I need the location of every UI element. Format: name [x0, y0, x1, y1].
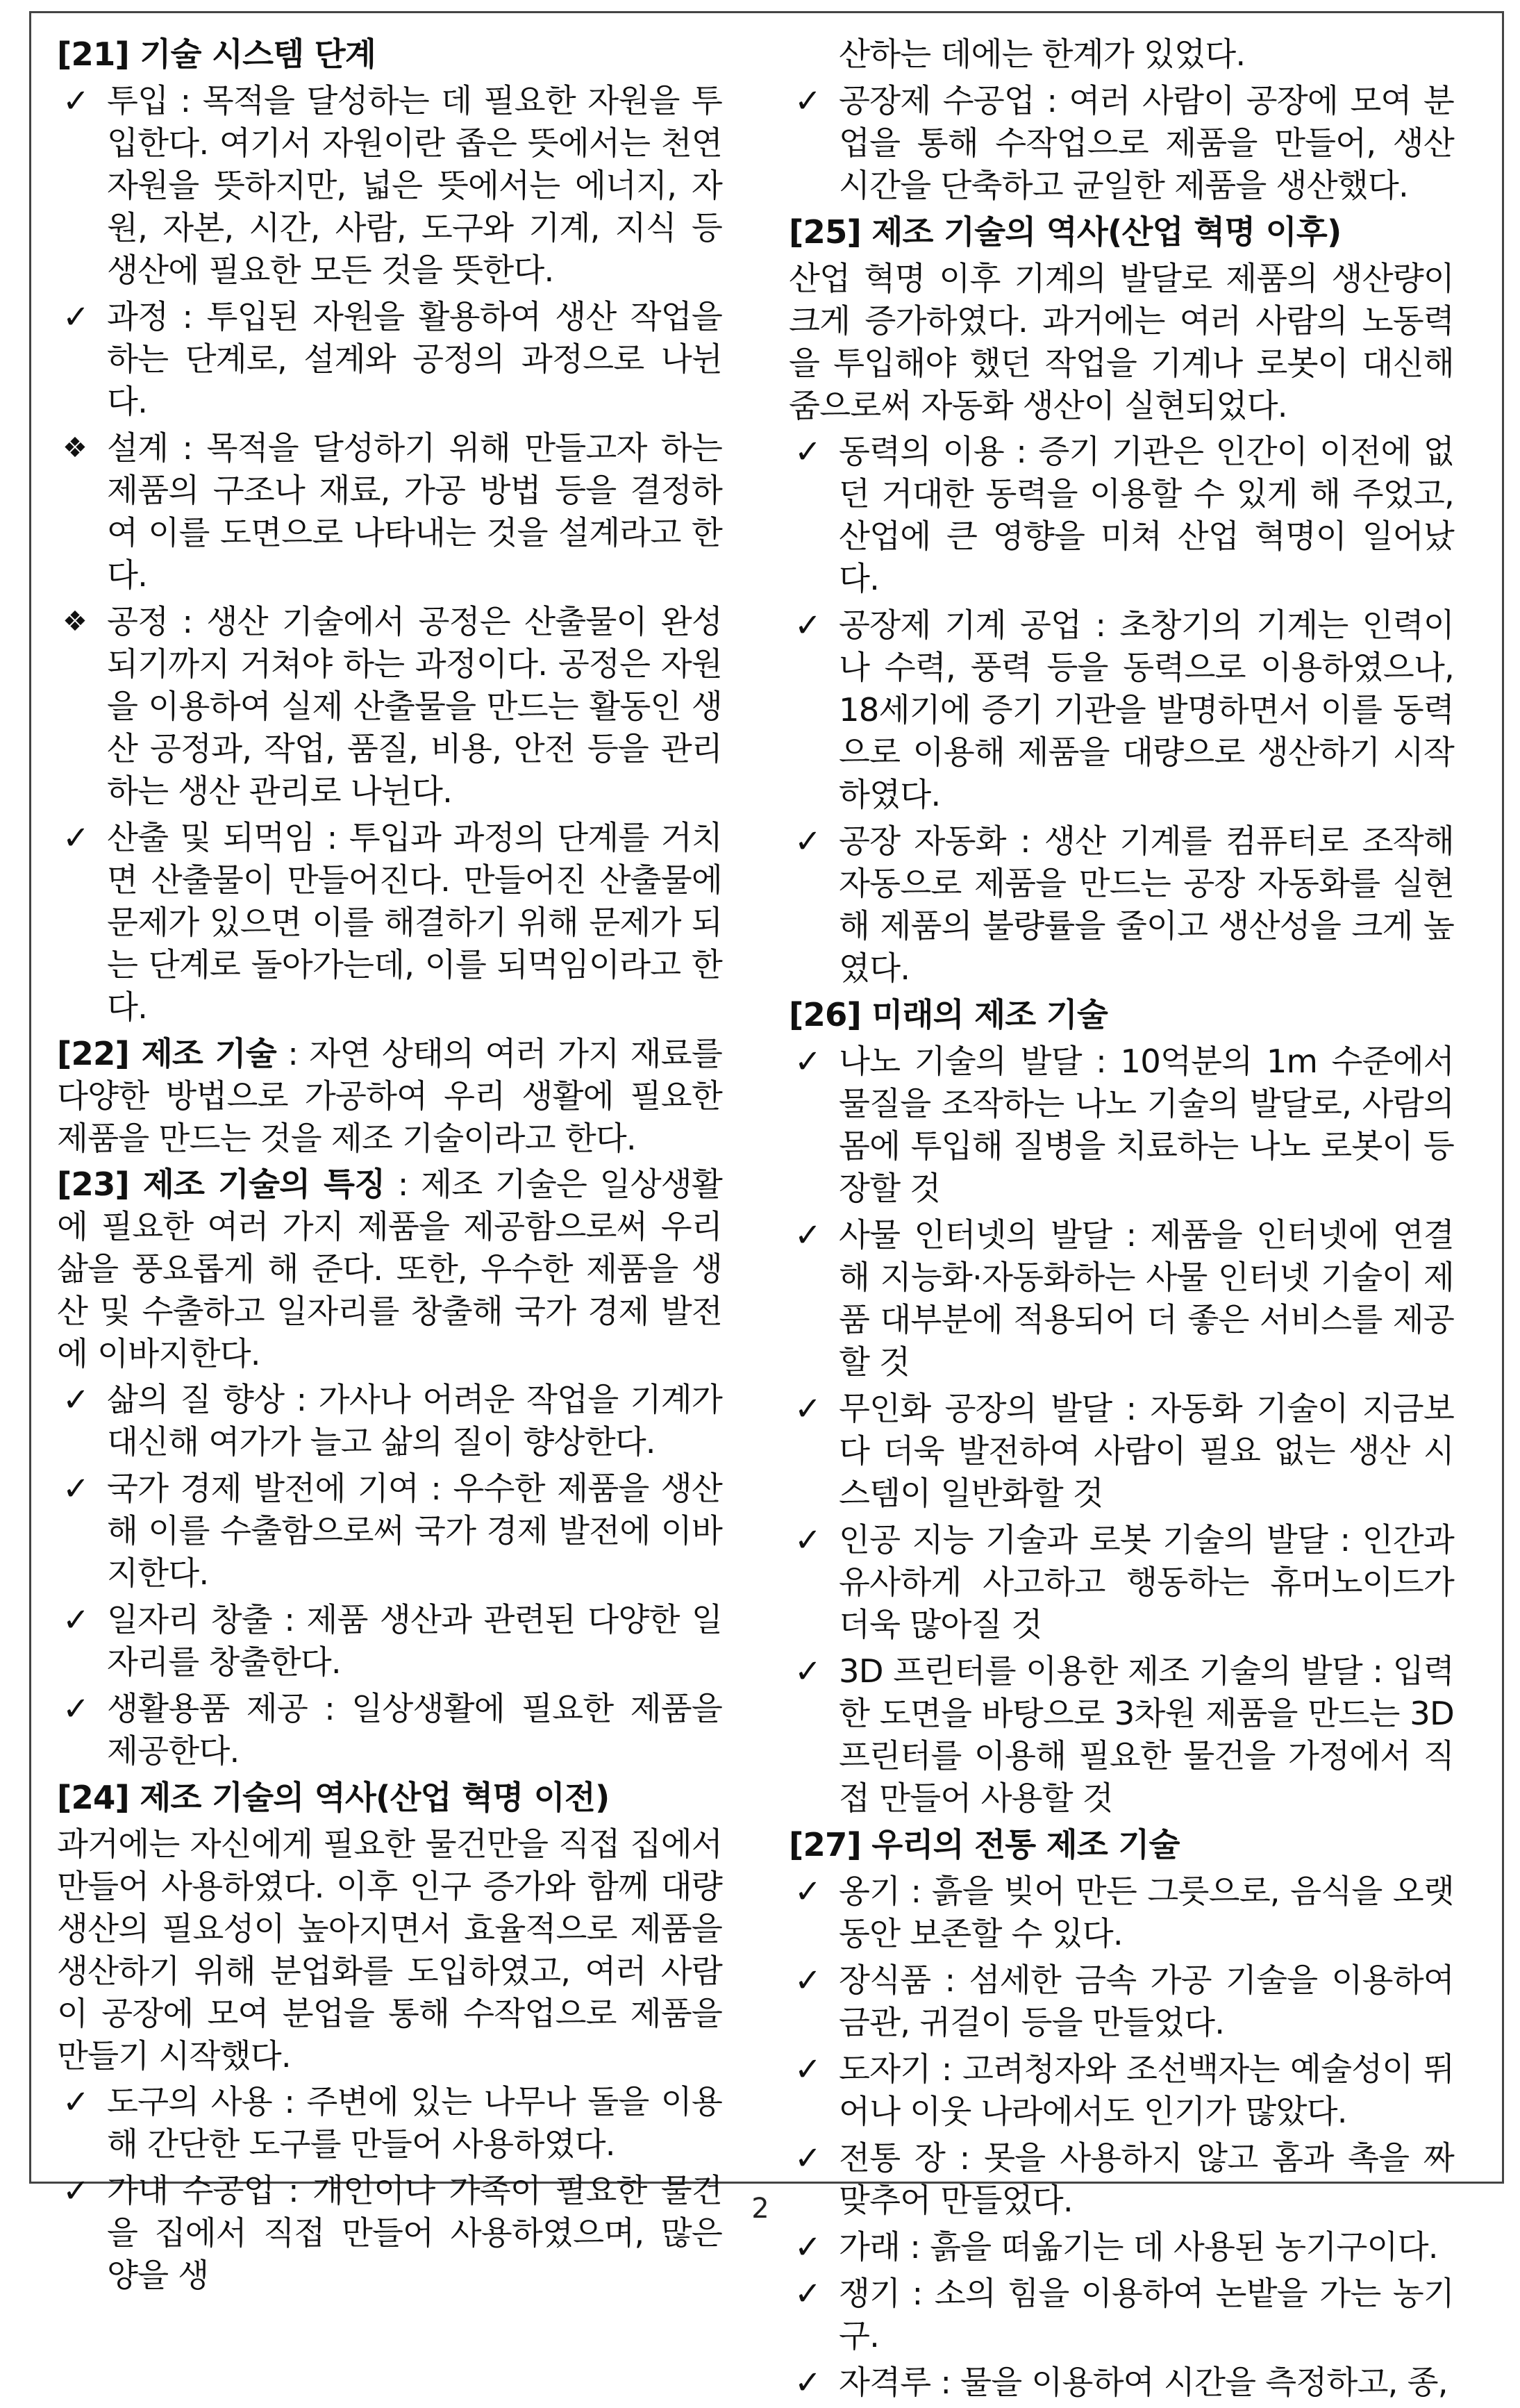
check-icon: ✓	[794, 1873, 821, 1910]
section-27	[789, 1824, 1454, 2404]
paragraph	[57, 1033, 722, 1160]
section-heading: [22] 제조 기술	[57, 1035, 276, 1072]
list-item	[57, 817, 722, 1029]
list-item-continued	[789, 33, 1454, 76]
list-item	[789, 1519, 1454, 1646]
check-icon: ✓	[794, 433, 821, 470]
list-item	[789, 80, 1454, 207]
list-item-text: 삶의 질 향상 : 가사나 어려운 작업을 기계가 대신해 여가가 늘고 삶의 질이 향상한다.	[107, 1381, 722, 1461]
list-item-text: 자격루 : 물을 이용하여 시간을 측정하고, 종,	[839, 2364, 1448, 2401]
diamond-bullet-icon: ❖	[62, 432, 87, 464]
list-item	[57, 296, 722, 423]
list-item-text: 생활용품 제공 : 일상생활에 필요한 제품을 제공한다.	[107, 1690, 722, 1770]
section-24	[57, 1777, 722, 2297]
list-item-text: 설계 : 목적을 달성하기 위해 만들고자 하는 제품의 구조나 재료, 가공 방법 등을 결정하여 이를 도면으로 나타내는 것을 설계라고 한다.	[107, 429, 722, 594]
list-item	[789, 2048, 1454, 2133]
list-item	[789, 1870, 1454, 1955]
list-item-text: 장식품 : 섬세한 금속 가공 기술을 이용하여 금관, 귀걸이 등을 만들었다.	[839, 1961, 1454, 2041]
check-icon: ✓	[794, 82, 821, 119]
check-icon: ✓	[62, 2172, 90, 2209]
list-item-text: 무인화 공장의 발달 : 자동화 기술이 지금보다 더욱 발전하여 사람이 필요 없는 생산 시스템이 일반화할 것	[839, 1390, 1454, 1512]
check-icon: ✓	[62, 82, 90, 119]
right-column	[789, 33, 1454, 2408]
list-item-text: 투입 : 목적을 달성하는 데 필요한 자원을 투입한다. 여기서 자원이란 좁은 뜻에서는 천연자원을 뜻하지만, 넓은 뜻에서는 에너지, 자원, 자본, 시간, 사람, 도구와 기계, 지식 등 생산에 필요한 모든 것을 뜻한다.	[107, 82, 722, 289]
check-icon: ✓	[62, 2083, 90, 2120]
check-icon: ✓	[794, 1652, 821, 1690]
check-icon: ✓	[794, 606, 821, 644]
check-icon: ✓	[794, 1043, 821, 1080]
paragraph-text: : 제조 기술은 일상생활에 필요한 여러 가지 제품을 제공함으로써 우리 삶을 풍요롭게 해 준다. 또한, 우수한 제품을 생산 및 수출하고 일자리를 창출해 국가 경제 발전에 이바지한다.	[57, 1165, 722, 1372]
list-item-text: 과정 : 투입된 자원을 활용하여 생산 작업을 하는 단계로, 설계와 공정의 과정으로 나뉜다.	[107, 298, 722, 420]
section-heading: [25] 제조 기술의 역사(산업 혁명 이후)	[789, 213, 1342, 251]
list-item-text: 공정 : 생산 기술에서 공정은 산출물이 완성되기까지 거쳐야 하는 과정이다. 공정은 자원을 이용하여 실제 산출물을 만드는 활동인 생산 공정과, 작업, 품질, 비용, 안전 등을 관리하는 생산 관리로 나뉜다.	[107, 603, 722, 810]
list-item-text: 쟁기 : 소의 힘을 이용하여 논밭을 가는 농기구.	[839, 2275, 1454, 2355]
list-item-text: 도구의 사용 : 주변에 있는 나무나 돌을 이용해 간단한 도구를 만들어 사용하였다.	[107, 2083, 722, 2163]
list-item-text: 가래 : 흙을 떠옮기는 데 사용된 농기구이다.	[839, 2228, 1438, 2266]
check-icon: ✓	[62, 1601, 90, 1638]
check-icon: ✓	[62, 1381, 90, 1418]
check-icon: ✓	[794, 2364, 821, 2401]
list-item	[789, 2137, 1454, 2222]
list-item-text: 공장제 수공업 : 여러 사람이 공장에 모여 분업을 통해 수작업으로 제품을 만들어, 생산 시간을 단축하고 균일한 제품을 생산했다.	[839, 82, 1454, 204]
list-item	[789, 604, 1454, 816]
list-item	[57, 601, 722, 813]
list-item	[789, 2226, 1454, 2268]
list-item	[57, 2081, 722, 2166]
paragraph-text: 산업 혁명 이후 기계의 발달로 제품의 생산량이 크게 증가하였다. 과거에는 여러 사람의 노동력을 투입해야 했던 작업을 기계나 로봇이 대신해 줌으로써 자동화 생산이 실현되었다.	[789, 260, 1454, 424]
section-21	[57, 33, 722, 1029]
list-item-text: 인공 지능 기술과 로봇 기술의 발달 : 인간과 유사하게 사고하고 행동하는 휴머노이드가 더욱 많아질 것	[839, 1521, 1454, 1643]
list-item-text: 국가 경제 발전에 기여 : 우수한 제품을 생산해 이를 수출함으로써 국가 경제 발전에 이바지한다.	[107, 1470, 722, 1592]
check-icon: ✓	[794, 2050, 821, 2088]
list-item-text: 사물 인터넷의 발달 : 제품을 인터넷에 연결해 지능화·자동화하는 사물 인터넷 기술이 제품 대부분에 적용되어 더 좋은 서비스를 제공할 것	[839, 1216, 1454, 1381]
list-item	[57, 1468, 722, 1595]
check-icon: ✓	[62, 819, 90, 856]
section-heading: [21] 기술 시스템 단계	[57, 35, 376, 73]
list-item-text: 도자기 : 고려청자와 조선백자는 예술성이 뛰어나 이웃 나라에서도 인기가 많았다.	[839, 2050, 1454, 2130]
paragraph-text: : 자연 상태의 여러 가지 재료를 다양한 방법으로 가공하여 우리 생활에 필요한 제품을 만드는 것을 제조 기술이라고 한다.	[57, 1035, 722, 1157]
section-heading: [26] 미래의 제조 기술	[789, 996, 1108, 1033]
paragraph	[57, 1163, 722, 1375]
section-22	[57, 1033, 722, 1160]
list-item-text: 산하는 데에는 한계가 있었다.	[839, 35, 1246, 73]
check-icon: ✓	[794, 2139, 821, 2177]
section-26	[789, 994, 1454, 1820]
section-23	[57, 1163, 722, 1772]
list-item-text: 3D 프린터를 이용한 제조 기술의 발달 : 입력한 도면을 바탕으로 3차원 제품을 만드는 3D 프린터를 이용해 필요한 물건을 가정에서 직접 만들어 사용할 것	[839, 1652, 1454, 1817]
check-icon: ✓	[62, 298, 90, 335]
list-item	[57, 2170, 722, 2297]
check-icon: ✓	[794, 2228, 821, 2266]
page-number: 2	[751, 2193, 769, 2225]
paragraph-text: 과거에는 자신에게 필요한 물건만을 직접 집에서 만들어 사용하였다. 이후 인구 증가와 함께 대량 생산의 필요성이 높아지면서 효율적으로 제품을 생산하기 위해 분업화를 도입하였고, 여러 사람이 공장에 모여 분업을 통해 수작업으로 제품을 만들기 시작했다.	[57, 1825, 722, 2075]
list-item-text: 전통 장 : 못을 사용하지 않고 홈과 촉을 짜 맞추어 만들었다.	[839, 2139, 1454, 2219]
list-item-text: 나노 기술의 발달 : 10억분의 1m 수준에서 물질을 조작하는 나노 기술의 발달로, 사람의 몸에 투입해 질병을 치료하는 나노 로봇이 등장할 것	[839, 1043, 1454, 1207]
check-icon: ✓	[62, 1470, 90, 1507]
section-25	[789, 211, 1454, 990]
list-item	[789, 1959, 1454, 2044]
list-item-text: 옹기 : 흙을 빚어 만든 그릇으로, 음식을 오랫동안 보존할 수 있다.	[839, 1873, 1454, 1952]
list-item	[789, 2273, 1454, 2357]
list-item	[57, 1379, 722, 1463]
list-item-text: 일자리 창출 : 제품 생산과 관련된 다양한 일자리를 창출한다.	[107, 1601, 722, 1681]
list-item-text: 공장 자동화 : 생산 기계를 컴퓨터로 조작해 자동으로 제품을 만드는 공장 자동화를 실현해 제품의 불량률을 줄이고 생산성을 크게 높였다.	[839, 822, 1454, 987]
list-item	[789, 1650, 1454, 1820]
list-item	[789, 1040, 1454, 1210]
list-item	[57, 80, 722, 292]
list-item-text: 동력의 이용 : 증기 기관은 인간이 이전에 없던 거대한 동력을 이용할 수 있게 해 주었고, 산업에 큰 영향을 미쳐 산업 혁명이 일어났다.	[839, 433, 1454, 597]
check-icon: ✓	[794, 1390, 821, 1427]
left-column	[57, 33, 722, 2301]
list-item	[789, 1214, 1454, 1384]
list-item	[57, 1688, 722, 1772]
check-icon: ✓	[794, 2275, 821, 2312]
list-item	[789, 820, 1454, 990]
section-24-continued	[789, 33, 1454, 207]
section-heading: [27] 우리의 전통 제조 기술	[789, 1826, 1180, 1863]
check-icon: ✓	[62, 1690, 90, 1727]
check-icon: ✓	[794, 1961, 821, 1999]
section-heading: [23] 제조 기술의 특징	[57, 1165, 385, 1203]
list-item-text: 공장제 기계 공업 : 초창기의 기계는 인력이나 수력, 풍력 등을 동력으로 이용하였으나, 18세기에 증기 기관을 발명하면서 이를 동력으로 이용해 제품을 대량으로 생산하기 시작하였다.	[839, 606, 1454, 813]
list-item	[57, 427, 722, 597]
list-item	[789, 1388, 1454, 1515]
diamond-bullet-icon: ❖	[62, 606, 87, 638]
list-item	[57, 1599, 722, 1684]
check-icon: ✓	[794, 1521, 821, 1559]
check-icon: ✓	[794, 1216, 821, 1254]
list-item	[789, 2361, 1454, 2404]
section-heading: [24] 제조 기술의 역사(산업 혁명 이전)	[57, 1779, 610, 1816]
list-item-text: 산출 및 되먹임 : 투입과 과정의 단계를 거치면 산출물이 만들어진다. 만들어진 산출물에 문제가 있으면 이를 해결하기 위해 문제가 되는 단계로 돌아가는데, 이를 되먹임이라고 한다.	[107, 819, 722, 1026]
list-item	[789, 431, 1454, 600]
check-icon: ✓	[794, 822, 821, 860]
list-item-text: 가내 수공업 : 개인이나 가족이 필요한 물건을 집에서 직접 만들어 사용하였으며, 많은 양을 생	[107, 2172, 722, 2294]
